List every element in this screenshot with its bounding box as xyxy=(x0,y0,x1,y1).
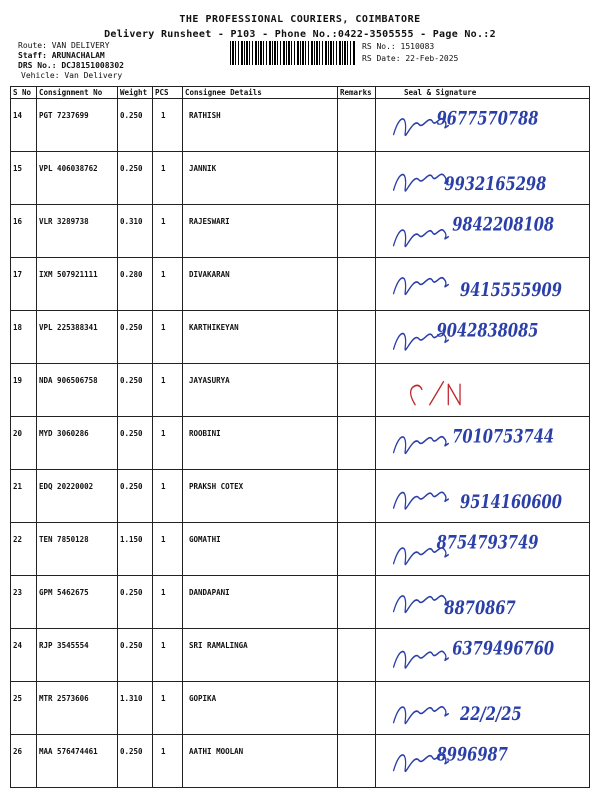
row-sno: 19 xyxy=(11,364,37,417)
row-weight: 0.250 xyxy=(118,99,153,152)
row-sno: 16 xyxy=(11,205,37,258)
row-remarks xyxy=(338,576,376,629)
row-consignment-no: PGT 7237699 xyxy=(37,99,118,152)
handwritten-phone: 9842208108 xyxy=(452,213,555,236)
row-remarks xyxy=(338,470,376,523)
row-signature xyxy=(376,258,590,311)
table-row xyxy=(11,152,590,205)
row-consignment-no: MTR 2573606 xyxy=(37,682,118,735)
handwritten-signature xyxy=(376,417,589,469)
handwritten-signature xyxy=(376,152,589,204)
handwritten-signature xyxy=(376,682,589,734)
row-consignee: RAJESWARI xyxy=(183,205,338,258)
handwritten-phone: 7010753744 xyxy=(452,425,555,448)
row-signature xyxy=(376,311,590,364)
row-consignee: RATHISH xyxy=(183,99,338,152)
table-header-row xyxy=(11,87,590,99)
row-signature xyxy=(376,576,590,629)
row-consignment-no: GPM 5462675 xyxy=(37,576,118,629)
row-consignee: GOPIKA xyxy=(183,682,338,735)
table-row xyxy=(11,523,590,576)
row-pcs: 1 xyxy=(153,152,183,205)
row-pcs: 1 xyxy=(153,205,183,258)
signature-scribble xyxy=(394,651,449,668)
row-sno: 15 xyxy=(11,152,37,205)
row-signature xyxy=(376,682,590,735)
row-consignment-no: MYD 3060286 xyxy=(37,417,118,470)
row-weight: 0.250 xyxy=(118,364,153,417)
row-signature xyxy=(376,417,590,470)
handwritten-signature xyxy=(376,470,589,522)
row-weight: 0.250 xyxy=(118,735,153,788)
row-consignee: KARTHIKEYAN xyxy=(183,311,338,364)
row-pcs: 1 xyxy=(153,364,183,417)
row-consignee: GOMATHI xyxy=(183,523,338,576)
row-pcs: 1 xyxy=(153,258,183,311)
table-row xyxy=(11,629,590,682)
row-sno: 14 xyxy=(11,99,37,152)
row-weight: 1.310 xyxy=(118,682,153,735)
row-pcs: 1 xyxy=(153,576,183,629)
table-row xyxy=(11,205,590,258)
row-weight: 0.250 xyxy=(118,576,153,629)
row-signature xyxy=(376,629,590,682)
row-consignment-no: TEN 7850128 xyxy=(37,523,118,576)
row-remarks xyxy=(338,364,376,417)
col-sno: S No xyxy=(11,87,37,99)
drs-label: DRS No.: DCJ8151008302 xyxy=(18,61,124,70)
row-signature xyxy=(376,205,590,258)
table-row xyxy=(11,682,590,735)
signature-scribble xyxy=(394,707,449,724)
col-consignment: Consignment No xyxy=(37,87,118,99)
table-row xyxy=(11,576,590,629)
signature-scribble xyxy=(394,174,449,191)
row-sno: 26 xyxy=(11,735,37,788)
signature-scribble xyxy=(394,492,449,509)
row-consignment-no: VPL 406038762 xyxy=(37,152,118,205)
vehicle-label: Vehicle: Van Delivery xyxy=(21,71,123,80)
table-row xyxy=(11,364,590,417)
row-weight: 1.150 xyxy=(118,523,153,576)
row-consignee: AATHI MOOLAN xyxy=(183,735,338,788)
rs-date-label: RS Date: 22-Feb-2025 xyxy=(362,54,459,63)
handwritten-signature xyxy=(376,258,589,310)
row-pcs: 1 xyxy=(153,417,183,470)
handwritten-phone: 9932165298 xyxy=(444,173,547,196)
row-weight: 0.250 xyxy=(118,470,153,523)
row-sno: 24 xyxy=(11,629,37,682)
handwritten-phone: 9677570788 xyxy=(436,107,539,130)
row-remarks xyxy=(338,311,376,364)
row-pcs: 1 xyxy=(153,470,183,523)
row-consignee: ROOBINI xyxy=(183,417,338,470)
row-remarks xyxy=(338,417,376,470)
row-remarks xyxy=(338,682,376,735)
handwritten-signature xyxy=(376,735,589,787)
handwritten-signature xyxy=(376,311,589,363)
signature-scribble xyxy=(394,437,449,454)
col-consignee: Consignee Details xyxy=(183,87,338,99)
handwritten-phone: 8754793749 xyxy=(436,531,539,554)
row-remarks xyxy=(338,735,376,788)
row-sno: 22 xyxy=(11,523,37,576)
table-row xyxy=(11,311,590,364)
row-remarks xyxy=(338,258,376,311)
company-title: THE PROFESSIONAL COURIERS, COIMBATORE xyxy=(179,14,421,25)
handwritten-phone: 9415555909 xyxy=(460,279,562,302)
col-weight: Weight xyxy=(118,87,153,99)
row-consignee: DANDAPANI xyxy=(183,576,338,629)
row-sno: 18 xyxy=(11,311,37,364)
row-pcs: 1 xyxy=(153,682,183,735)
row-signature xyxy=(376,99,590,152)
col-remarks: Remarks xyxy=(338,87,376,99)
row-consignment-no: VPL 225388341 xyxy=(37,311,118,364)
handwritten-phone: 8870867 xyxy=(444,597,516,620)
row-consignment-no: EDQ 20220002 xyxy=(37,470,118,523)
row-consignee: SRI RAMALINGA xyxy=(183,629,338,682)
row-consignment-no: MAA 576474461 xyxy=(37,735,118,788)
handwritten-phone: 22/2/25 xyxy=(460,703,522,726)
row-consignee: DIVAKARAN xyxy=(183,258,338,311)
handwritten-signature xyxy=(376,364,589,416)
remark-mark xyxy=(411,382,460,405)
signature-scribble xyxy=(394,230,449,247)
staff-label: Staff: ARUNACHALAM xyxy=(18,51,105,60)
table-row xyxy=(11,735,590,788)
row-signature xyxy=(376,364,590,417)
handwritten-phone: 9042838085 xyxy=(436,319,539,342)
row-weight: 0.310 xyxy=(118,205,153,258)
row-remarks xyxy=(338,629,376,682)
handwritten-phone: 9514160600 xyxy=(460,491,562,514)
row-signature xyxy=(376,470,590,523)
table-row xyxy=(11,99,590,152)
row-weight: 0.250 xyxy=(118,311,153,364)
row-pcs: 1 xyxy=(153,629,183,682)
signature-scribble xyxy=(394,596,449,613)
row-remarks xyxy=(338,205,376,258)
rs-no-label: RS No.: 1510083 xyxy=(362,42,435,51)
row-sno: 20 xyxy=(11,417,37,470)
row-consignment-no: VLR 3289738 xyxy=(37,205,118,258)
handwritten-phone: 6379496760 xyxy=(452,637,555,660)
table-row xyxy=(11,417,590,470)
row-consignee: JANNIK xyxy=(183,152,338,205)
barcode xyxy=(230,41,356,65)
table-row xyxy=(11,258,590,311)
runsheet-table xyxy=(10,86,590,788)
row-weight: 0.250 xyxy=(118,152,153,205)
row-pcs: 1 xyxy=(153,735,183,788)
handwritten-signature xyxy=(376,205,589,257)
handwritten-signature xyxy=(376,576,589,628)
runsheet-subtitle: Delivery Runsheet - P103 - Phone No.:0422-3505555 - Page No.:2 xyxy=(104,29,496,40)
row-signature xyxy=(376,152,590,205)
row-sno: 23 xyxy=(11,576,37,629)
row-sno: 25 xyxy=(11,682,37,735)
meta-left xyxy=(18,41,124,81)
row-consignment-no: RJP 3545554 xyxy=(37,629,118,682)
signature-scribble xyxy=(394,278,449,295)
row-remarks xyxy=(338,152,376,205)
row-signature xyxy=(376,523,590,576)
row-consignment-no: IXM 507921111 xyxy=(37,258,118,311)
meta-right xyxy=(362,41,458,65)
col-signature: Seal & Signature xyxy=(376,87,590,99)
table-row xyxy=(11,470,590,523)
row-weight: 0.250 xyxy=(118,629,153,682)
handwritten-signature xyxy=(376,629,589,681)
row-pcs: 1 xyxy=(153,99,183,152)
handwritten-signature xyxy=(376,99,589,151)
row-remarks xyxy=(338,523,376,576)
row-consignment-no: NDA 906506758 xyxy=(37,364,118,417)
row-sno: 21 xyxy=(11,470,37,523)
row-consignee: JAYASURYA xyxy=(183,364,338,417)
handwritten-signature xyxy=(376,523,589,575)
row-pcs: 1 xyxy=(153,311,183,364)
row-remarks xyxy=(338,99,376,152)
route-label: Route: VAN DELIVERY xyxy=(18,41,110,50)
row-pcs: 1 xyxy=(153,523,183,576)
row-sno: 17 xyxy=(11,258,37,311)
row-consignee: PRAKSH COTEX xyxy=(183,470,338,523)
row-weight: 0.250 xyxy=(118,417,153,470)
row-signature xyxy=(376,735,590,788)
col-pcs: PCS xyxy=(153,87,183,99)
row-weight: 0.280 xyxy=(118,258,153,311)
handwritten-phone: 8996987 xyxy=(436,743,508,766)
